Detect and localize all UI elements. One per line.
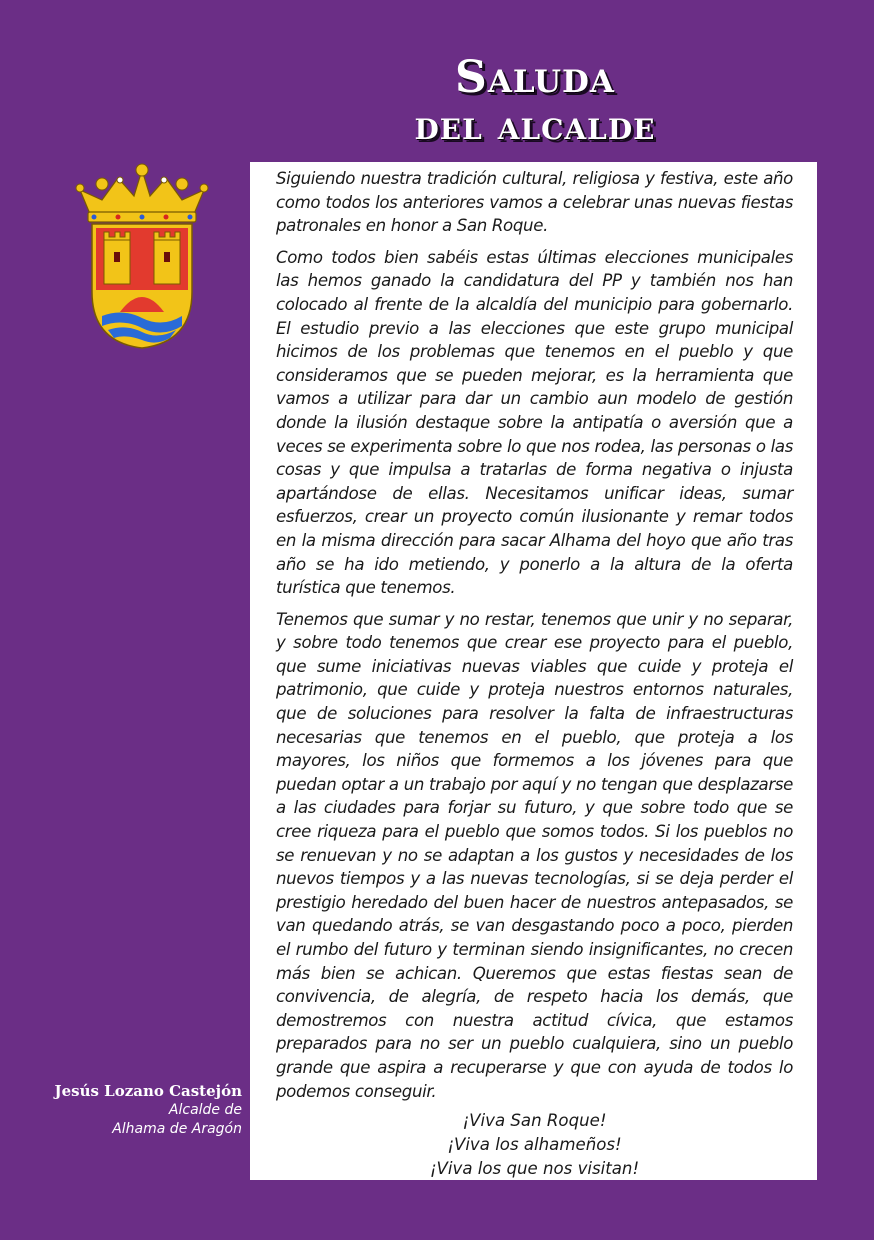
signature-block — [55, 1081, 243, 1139]
signature-role-line-2: Alhama de Aragón — [112, 1121, 242, 1137]
signature-role-line-1: Alcalde de — [168, 1102, 242, 1118]
title-line-saluda: Saluda — [455, 52, 615, 103]
closing-line-3: ¡Viva los que nos visitan! — [429, 1159, 640, 1179]
title-line-del-alcalde: del alcalde — [414, 102, 656, 149]
letter-paragraph-1: Siguiendo nuestra tradición cultural, religiosa y festiva, este año como todos los anteriores vamos a celebrar unas nuevas fiestas patronales en honor a San Roque. — [276, 169, 793, 236]
closing-line-2: ¡Viva los alhameños! — [447, 1135, 622, 1155]
crown-icon — [76, 164, 208, 222]
page-title — [395, 52, 675, 148]
coat-of-arms-image — [70, 162, 214, 352]
shield-icon — [92, 224, 192, 348]
closing-cheers — [276, 1109, 793, 1181]
letter-paragraph-3: Tenemos que sumar y no restar, tenemos que unir y no separar, y sobre todo tenemos que crear ese proyecto para el pueblo, que sume iniciativas nuevas viables que cuide y proteja el patrimonio, que cuide y proteja nuestros entornos naturales, que de soluciones para resolver la falta de infraestructuras necesarias que tenemos en el pueblo, que proteja a los mayores, los niños que formemos a los jóvenes para que puedan optar a un trabajo por aquí y no tengan que desplazarse a las ciudades para forjar su futuro, y que sobre todo que se cree riqueza para el pueblo que somos todos. Si los pueblos no se renuevan y no se adaptan a los gustos y necesidades de los nuevos tiempos y a las nuevas tecnologías, si se deja perder el prestigio heredado del buen hacer de nuestros antepasados, se van quedando atrás, se van desgastando poco a poco, pierden el rumbo del futuro y terminan siendo insignificantes, no crecen más bien se achican. Queremos que estas fiestas sean de convivencia, de alegría, de respeto hacia los demás, que demostremos con nuestra actitud cívica, que estamos preparados para no ser un pueblo cualquiera, sino un pueblo grande que aspira a recuperarse y que con ayuda de todos lo podemos conseguir. — [276, 609, 793, 1101]
closing-line-1: ¡Viva San Roque! — [462, 1111, 607, 1131]
letter-paragraph-2: Como todos bien sabéis estas últimas elecciones municipales las hemos ganado la candidatura del PP y también nos han colocado al frente de la alcaldía del municipio para gobernarlo. El estudio previo a las elecciones que este grupo municipal hicimos de los problemas que tenemos en el pueblo y que consideramos que se pueden mejorar, es la herramienta que vamos a utilizar para dar un cambio aun modelo de gestión donde la ilusión destaque sobre la antipatía o aversión que a veces se experimenta sobre lo que nos rodea, las personas o las cosas y que impulsa a tratarlas de forma negativa o injusta apartándose de ellas. Necesitamos unificar ideas, sumar esfuerzos, crear un proyecto común ilusionante y remar todos en la misma dirección para sacar Alhama del hoyo que año tras año se ha ido metiendo, y ponerlo a la altura de la oferta turística que tenemos. — [276, 247, 793, 598]
signature-name: Jesús Lozano Castejón — [54, 1082, 242, 1100]
letter-text-box — [250, 162, 817, 1180]
